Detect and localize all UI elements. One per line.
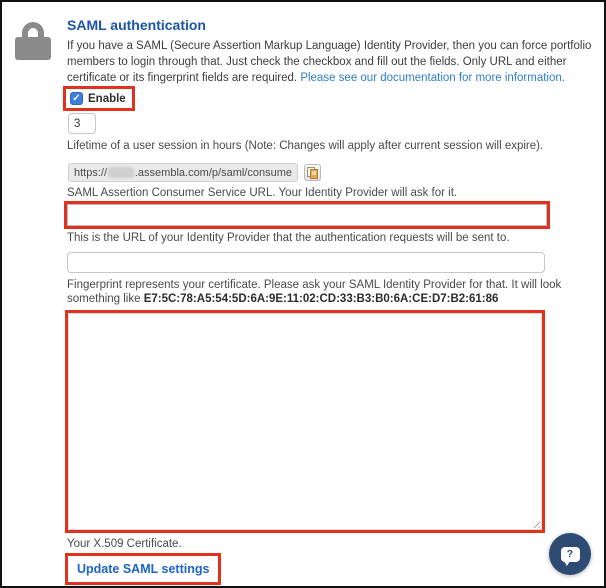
consumer-url-value	[68, 163, 298, 182]
description-text	[67, 38, 603, 86]
enable-checkbox-highlight	[63, 86, 135, 111]
certificate-caption: Your X.509 Certificate.	[67, 538, 182, 550]
fingerprint-caption	[67, 278, 571, 306]
enable-checkbox[interactable]: ✓	[70, 92, 83, 105]
certificate-field-frame	[68, 313, 542, 530]
description-body: If you have a SAML (Secure Assertion Markup Language) Identity Provider, then you can force portfolio members to login through that. Just check the checkbox and fill out the fields. Only URL and either certificate or its fingerprint fields are required.	[67, 40, 592, 84]
idp-url-input[interactable]	[67, 204, 547, 226]
certificate-highlight	[65, 310, 545, 533]
update-saml-settings-button[interactable]: Update SAML settings	[77, 562, 210, 576]
idp-url-caption: This is the URL of your Identity Provider that the authentication requests will be sent to.	[67, 232, 510, 244]
certificate-textarea[interactable]	[69, 314, 541, 529]
consumer-url-suffix: .assembla.com/p/saml/consume	[134, 166, 292, 179]
fingerprint-input[interactable]	[67, 252, 545, 273]
lock-body	[15, 37, 51, 60]
page-title: SAML authentication	[67, 17, 206, 33]
fingerprint-example: E7:5C:78:A5:54:5D:6A:9E:11:02:CD:33:B3:B0:6A:CE:D7:B2:61:86	[143, 293, 499, 305]
idp-url-highlight	[64, 201, 550, 229]
consumer-url-row	[68, 163, 321, 182]
session-lifetime-input[interactable]	[68, 113, 96, 134]
help-button[interactable]	[549, 533, 591, 575]
copy-url-button[interactable]	[304, 164, 321, 181]
enable-checkbox-label: Enable	[88, 92, 126, 105]
consumer-url-caption: SAML Assertion Consumer Service URL. Your Identity Provider will ask for it.	[67, 187, 458, 199]
fingerprint-caption-text: Fingerprint represents your certificate. Please ask your SAML Identity Provider for that. It will look something like	[67, 279, 562, 305]
question-mark-icon: ?	[561, 547, 580, 562]
consumer-url-prefix: https://	[74, 166, 108, 179]
update-button-highlight	[65, 553, 221, 585]
session-lifetime-caption: Lifetime of a user session in hours (Note: Changes will apply after current session will expire).	[67, 140, 544, 152]
documentation-link[interactable]: Please see our documentation for more information.	[300, 72, 565, 84]
clipboard-copy-icon	[307, 167, 318, 179]
redacted-subdomain	[108, 167, 134, 178]
lock-icon	[15, 22, 51, 60]
